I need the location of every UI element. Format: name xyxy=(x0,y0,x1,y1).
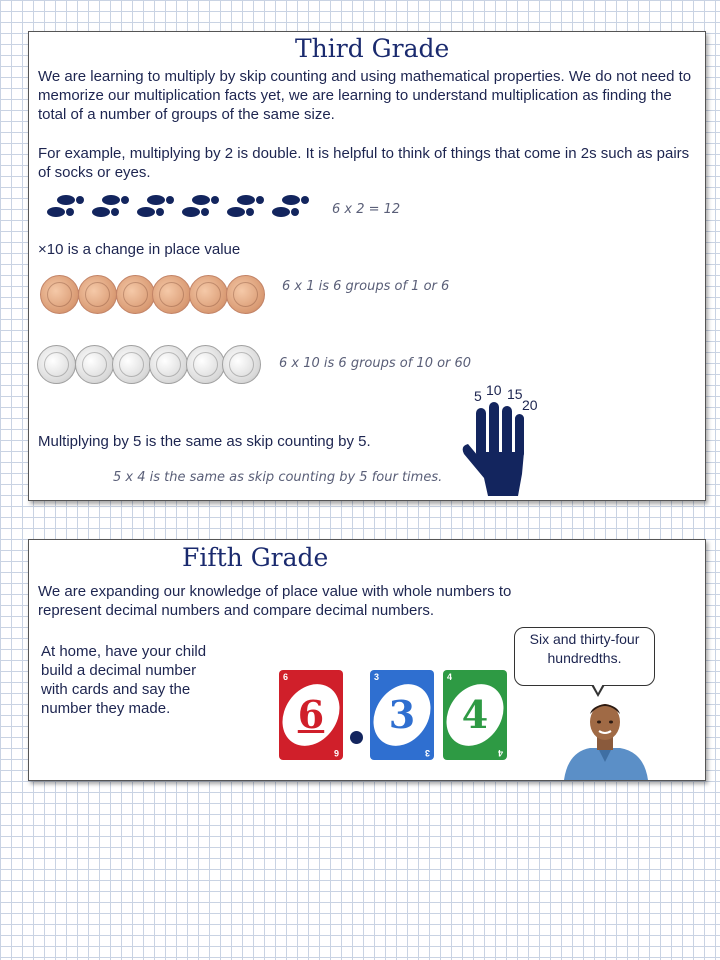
finger-number: 15 xyxy=(507,386,523,402)
card-corner-digit: 6 xyxy=(333,748,339,758)
footprints-illustration xyxy=(46,190,321,226)
skip-count-statement: Multiplying by 5 is the same as skip counting by 5. xyxy=(38,433,371,450)
home-tip: At home, have your child build a decimal number with cards and say the number they made. xyxy=(41,643,207,717)
finger-number: 20 xyxy=(522,397,538,413)
dime-coin xyxy=(112,345,151,384)
dime-coin xyxy=(186,345,225,384)
skip-count-note: 5 x 4 is the same as skip counting by 5 four times. xyxy=(113,470,443,485)
third-grade-example: For example, multiplying by 2 is double. It is helpful to think of things that come in 2s such as pairs of socks or eyes. xyxy=(38,145,690,181)
penny-coin xyxy=(40,275,79,314)
penny-coin xyxy=(78,275,117,314)
dime-coin xyxy=(75,345,114,384)
finger-number: 10 xyxy=(486,382,502,398)
dime-coin xyxy=(37,345,76,384)
card-digit: 4 xyxy=(461,692,489,737)
number-card-6 xyxy=(279,670,343,760)
dime-coin xyxy=(149,345,188,384)
speech-bubble-text: Six and thirty-four hundredths. xyxy=(529,631,640,666)
dime-coin xyxy=(222,345,261,384)
place-value-note: ×10 is a change in place value xyxy=(38,241,241,258)
hand-icon xyxy=(458,402,538,498)
fifth-grade-intro: We are expanding our knowledge of place value with whole numbers to represent decimal numbers and compare decimal numbers. xyxy=(38,583,512,619)
footprint-pair-icon xyxy=(272,195,309,217)
footprint-pair-icon xyxy=(182,195,219,217)
card-corner-digit: 3 xyxy=(374,672,380,682)
footprint-pair-icon xyxy=(47,195,84,217)
card-corner-digit: 4 xyxy=(447,672,453,682)
decimal-point xyxy=(350,731,363,744)
penny-coin xyxy=(116,275,155,314)
penny-coin xyxy=(226,275,265,314)
card-digit: 6 xyxy=(297,692,325,737)
card-corner-digit: 4 xyxy=(497,748,503,758)
footprints-equation: 6 x 2 = 12 xyxy=(332,202,401,217)
dimes-note: 6 x 10 is 6 groups of 10 or 60 xyxy=(279,356,472,371)
third-grade-intro: We are learning to multiply by skip counting and using mathematical properties. We do not need to memorize our multiplication facts yet, we are learning to understand multiplication as finding the total of a number of groups of the same size. xyxy=(38,68,692,123)
card-digit: 3 xyxy=(388,692,416,737)
card-corner-digit: 6 xyxy=(283,672,289,682)
card-corner-digit: 3 xyxy=(424,748,430,758)
footprint-pair-icon xyxy=(92,195,129,217)
number-card-3 xyxy=(370,670,434,760)
pennies-note: 6 x 1 is 6 groups of 1 or 6 xyxy=(282,279,450,294)
footprint-pair-icon xyxy=(227,195,264,217)
speech-bubble xyxy=(514,627,655,686)
third-grade-title: Third Grade xyxy=(295,34,450,63)
fifth-grade-title: Fifth Grade xyxy=(182,543,329,572)
penny-coin xyxy=(152,275,191,314)
footprint-pair-icon xyxy=(137,195,174,217)
finger-number: 5 xyxy=(474,388,482,404)
student-photo xyxy=(560,700,650,780)
penny-coin xyxy=(189,275,228,314)
speech-bubble-tail-fill xyxy=(592,682,604,693)
number-card-4 xyxy=(443,670,507,760)
